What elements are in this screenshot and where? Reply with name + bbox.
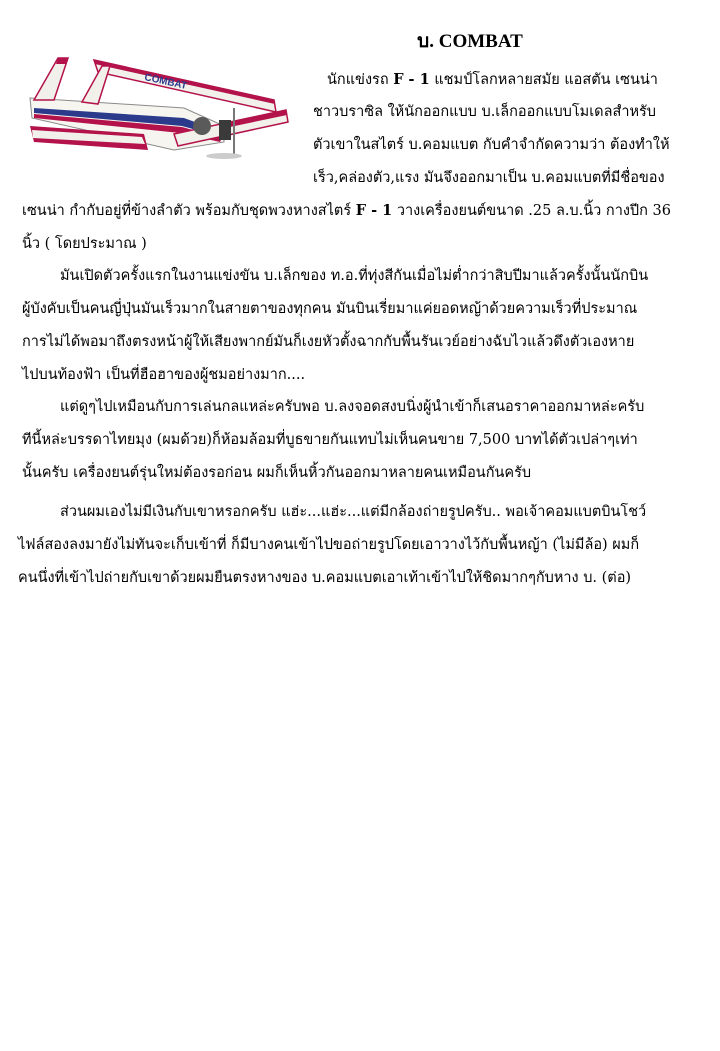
text-line-7: มันเปิดตัวครั้งแรกในงานแข่งขัน บ.เล็กของ ท.อ.ที่ทุ่งสีกันเมื่อไม่ต่ำกว่าสิบปีมาแล้วครั้งนั้นนักบิน [60,268,649,284]
text-line-3: ตัวเขาในสไตร์ บ.คอมแบต กับคำจำกัดความว่า ต้องทำให้ [313,137,670,153]
text-line-14: ส่วนผมเองไม่มีเงินกับเขาหรอกครับ แฮ่ะ...แฮ่ะ...แต่มีกล้องถ่ายรูปครับ.. พอเจ้าคอมแบตบินโชว์ [60,504,647,520]
text-line-11: แต่ดูๆไปเหมือนกับการเล่นกลแหล่ะครับพอ บ.ลงจอดสงบนิ่งผู้นำเข้าก็เสนอราคาออกมาหล่ะครับ [60,399,645,415]
article-title: บ. COMBAT [417,31,523,52]
text-line-2: ชาวบราซิล ให้นักออกแบบ บ.เล็กออกแบบโมเดลสำหรับ [313,104,657,120]
text-line-8: ผู้บังคับเป็นคนญี่ปุ่นมันเร็วมากในสายตาของทุกคน มันบินเรี่ยมาแค่ยอดหญ้าด้วยความเร็วที่ประมาณ [22,301,638,317]
plane-wing-lettering: COMBAT [143,72,188,92]
text-line-6: นิ้ว ( โดยประมาณ ) [22,236,147,252]
text-line-15: ไฟล์สองลงมายังไม่ทันจะเก็บเข้าที่ ก็มีบางคนเข้าไปขอถ่ายรูปโดยเอาวางไว้กับพื้นหญ้า (ไม่มีล้อ) ผมก็ [18,537,640,553]
combat-plane-image [24,38,294,163]
text-line-10: ไปบนท้องฟ้า เป็นที่ฮือฮาของผู้ชมอย่างมาก.... [22,367,306,383]
text-line-1: นักแข่งรถ F - 1 แชมป์โลกหลายสมัย แอสตัน เซนน่า [327,71,658,88]
text-line-12: ทีนี้หล่ะบรรดาไทยมุง (ผมด้วย)ก็ห้อมล้อมที่บูธขายกันแทบไม่เห็นคนขาย 7,500 บาทได้ตัวเปล่าๆเท่า [22,432,638,448]
text-line-9: การไม่ได้พอมาถึงตรงหน้าผู้ให้เสียงพากย์มันก็เงยหัวตั้งฉากกับพื้นรันเวย์อย่างฉับไวแล้วดึงตัวเองหาย [22,334,635,350]
text-line-4: เร็ว,คล่องตัว,แรง มันจึงออกมาเป็น บ.คอมแบตที่มีชื่อของ [313,170,665,186]
text-line-13: นั้นครับ เครื่องยนต์รุ่นใหม่ต้องรอก่อน ผมก็เห็นหิ้วกันออกมาหลายคนเหมือนกันครับ [22,465,532,481]
text-line-16: คนนึ่งที่เข้าไปถ่ายกับเขาด้วยผมยืนตรงหางของ บ.คอมแบตเอาเท้าเข้าไปให้ชิดมากๆกับหาง บ. (ต่อ) [18,570,632,586]
text-line-5: เซนน่า กำกับอยู่ที่ข้างลำตัว พร้อมกับชุดพวงหางสไตร์ F - 1 วางเครื่องยนต์ขนาด .25 ล.บ.นิ้ว กางปีก 36 [22,202,671,219]
